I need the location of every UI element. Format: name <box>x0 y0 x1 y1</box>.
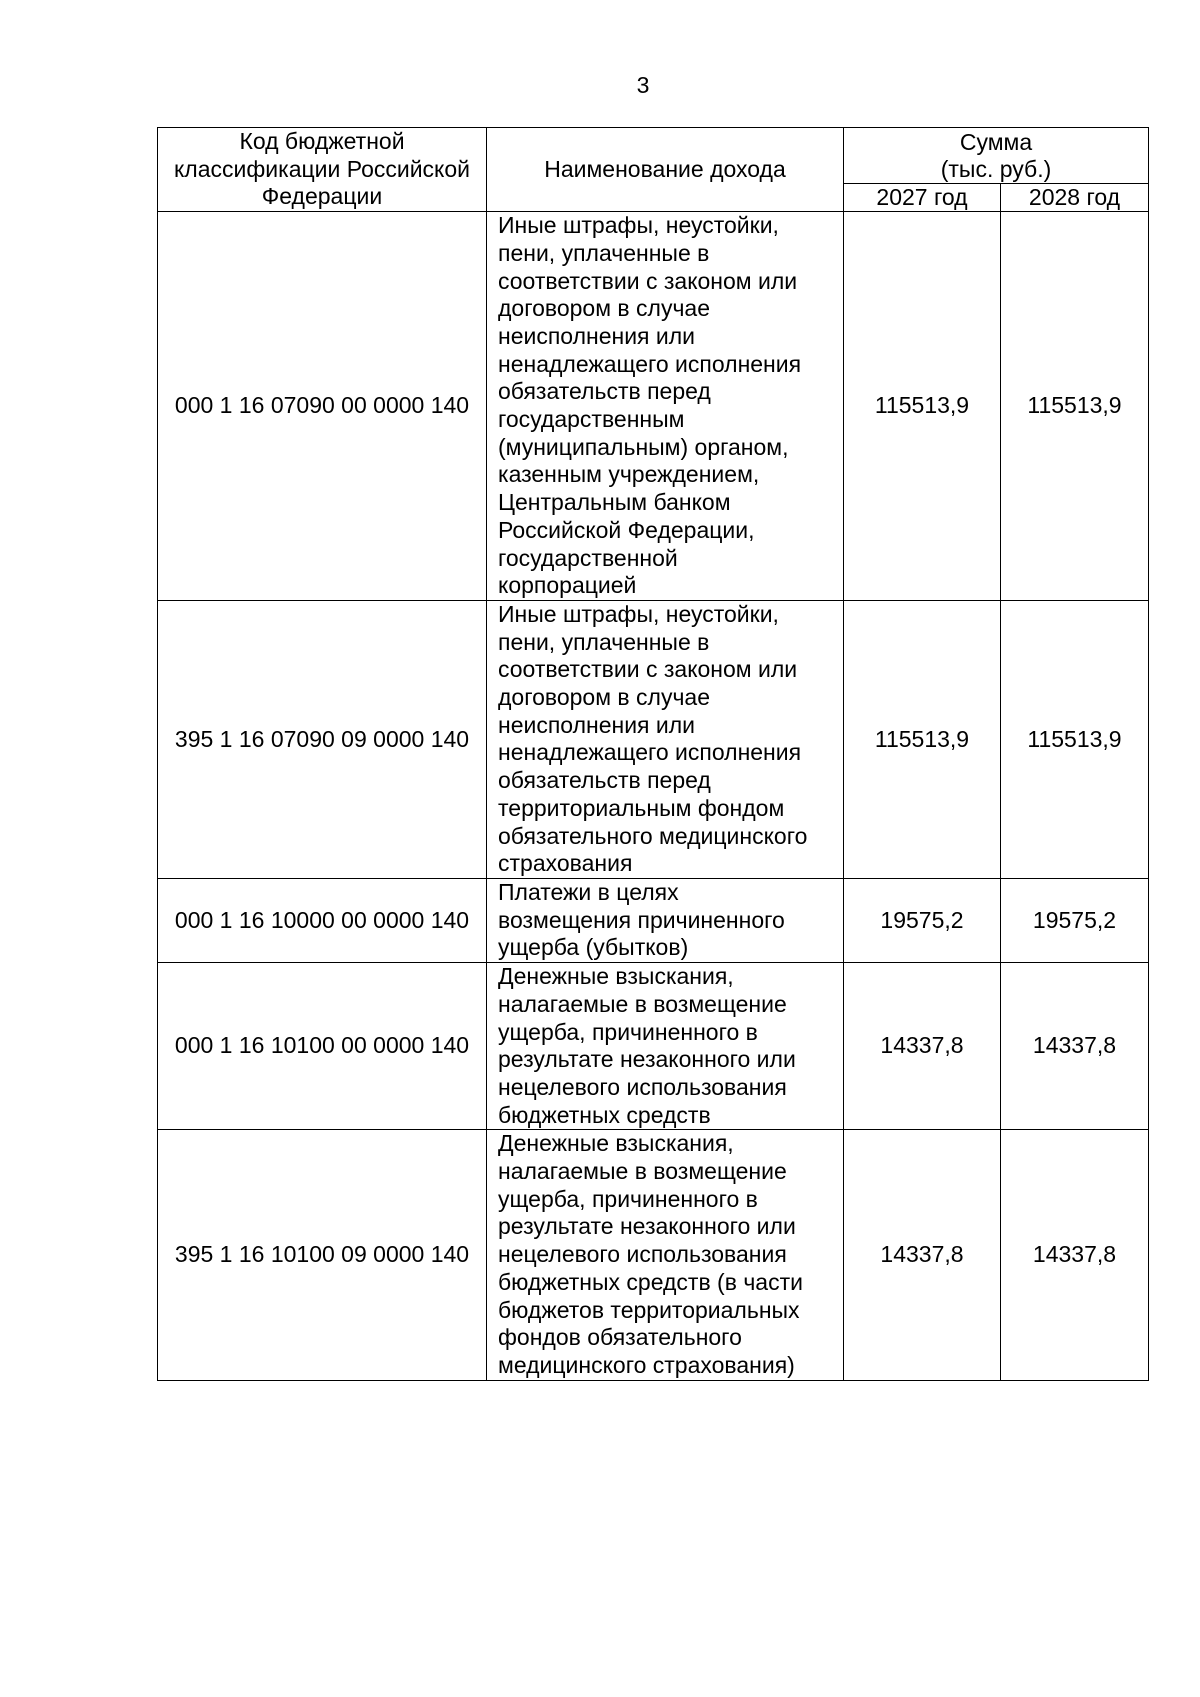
income-name-line: государственным <box>498 406 685 433</box>
amount-2027-cell: 115513,9 <box>844 212 1001 601</box>
page-number: 3 <box>636 72 650 98</box>
income-name-line: бюджетных средств (в части <box>498 1268 803 1295</box>
income-name-line: договором в случае <box>498 684 711 711</box>
header-sum-line: Сумма <box>959 128 1033 155</box>
amount-2027-cell: 14337,8 <box>844 1130 1001 1380</box>
amount-2028-cell: 14337,8 <box>1001 963 1149 1130</box>
income-name-cell <box>487 1130 844 1380</box>
header-code-line: Код бюджетной <box>239 128 405 154</box>
table-row <box>158 878 1149 962</box>
income-name-line: Денежные взыскания, <box>498 963 734 990</box>
income-name-line: Иные штрафы, неустойки, <box>498 212 779 239</box>
table-row <box>158 212 1149 601</box>
income-name-line: обязательств перед <box>498 378 711 405</box>
table-row <box>158 1130 1149 1380</box>
header-row <box>158 128 1149 184</box>
amount-2027-cell: 115513,9 <box>844 600 1001 878</box>
budget-code-cell: 000 1 16 07090 00 0000 140 <box>158 212 487 601</box>
income-name-line: результате незаконного или <box>498 1046 796 1073</box>
income-name-line: Иные штрафы, неустойки, <box>498 600 779 627</box>
budget-code-cell: 000 1 16 10100 00 0000 140 <box>158 963 487 1130</box>
header-sum-line: (тыс. руб.) <box>940 155 1052 182</box>
income-name-line: неисполнения или <box>498 322 696 349</box>
income-name-line: ненадлежащего исполнения <box>498 350 802 377</box>
budget-income-table <box>157 127 1149 1381</box>
income-name-cell <box>487 963 844 1130</box>
income-name-line: обязательств перед <box>498 767 711 794</box>
income-name-line: пени, уплаченные в <box>498 239 710 266</box>
income-name-line: Российской Федерации, <box>498 516 755 543</box>
income-name-line: налагаемые в возмещение <box>498 1158 787 1185</box>
income-name-line: бюджетных средств <box>498 1101 711 1128</box>
table-row <box>158 600 1149 878</box>
header-year-2028: 2028 год <box>1001 184 1149 212</box>
income-name-line: территориальным фондом <box>498 794 785 821</box>
income-name-cell <box>487 600 844 878</box>
income-name-line: Платежи в целях <box>498 878 679 905</box>
income-name-line: ущерба, причиненного в <box>498 1018 758 1045</box>
income-name-line: договором в случае <box>498 295 711 322</box>
income-name-line: государственной <box>498 544 678 571</box>
income-name-line: медицинского страхования) <box>498 1351 795 1378</box>
header-sum <box>844 128 1149 184</box>
income-name-cell <box>487 878 844 962</box>
income-name-line: бюджетов территориальных <box>498 1296 800 1323</box>
income-name-line: казенным учреждением, <box>498 461 760 488</box>
income-name-line: фондов обязательного <box>498 1324 742 1351</box>
table-row <box>158 963 1149 1130</box>
income-name-line: ущерба, причиненного в <box>498 1185 758 1212</box>
income-name-cell <box>487 212 844 601</box>
income-name-line: пени, уплаченные в <box>498 628 710 655</box>
income-name-line: налагаемые в возмещение <box>498 990 787 1017</box>
income-name-line: (муниципальным) органом, <box>498 433 789 460</box>
income-name-line: соответствии с законом или <box>498 656 798 683</box>
income-name-line: результате незаконного или <box>498 1213 796 1240</box>
header-name: Наименование дохода <box>487 128 844 212</box>
income-name-line: страхования <box>498 850 633 877</box>
table-body <box>158 212 1149 1381</box>
header-code <box>158 128 487 212</box>
income-name-line: нецелевого использования <box>498 1241 787 1268</box>
amount-2028-cell: 14337,8 <box>1001 1130 1149 1380</box>
amount-2027-cell: 19575,2 <box>844 878 1001 962</box>
amount-2028-cell: 115513,9 <box>1001 600 1149 878</box>
budget-code-cell: 395 1 16 07090 09 0000 140 <box>158 600 487 878</box>
income-name-line: возмещения причиненного <box>498 906 785 933</box>
budget-code-cell: 395 1 16 10100 09 0000 140 <box>158 1130 487 1380</box>
income-name-line: соответствии с законом или <box>498 267 798 294</box>
income-name-line: ущерба (убытков) <box>498 934 689 961</box>
income-name-line: обязательного медицинского <box>498 822 808 849</box>
amount-2028-cell: 115513,9 <box>1001 212 1149 601</box>
header-code-line: Федерации <box>261 183 383 210</box>
income-name-line: Центральным банком <box>498 489 731 516</box>
income-name-line: неисполнения или <box>498 711 696 738</box>
income-name-line: нецелевого использования <box>498 1073 787 1100</box>
amount-2028-cell: 19575,2 <box>1001 878 1149 962</box>
income-name-line: Денежные взыскания, <box>498 1130 734 1157</box>
header-code-line: классификации Российской <box>173 155 471 182</box>
income-name-line: корпорацией <box>498 572 637 599</box>
income-name-line: ненадлежащего исполнения <box>498 739 802 766</box>
header-year-2027: 2027 год <box>844 184 1001 212</box>
budget-code-cell: 000 1 16 10000 00 0000 140 <box>158 878 487 962</box>
amount-2027-cell: 14337,8 <box>844 963 1001 1130</box>
